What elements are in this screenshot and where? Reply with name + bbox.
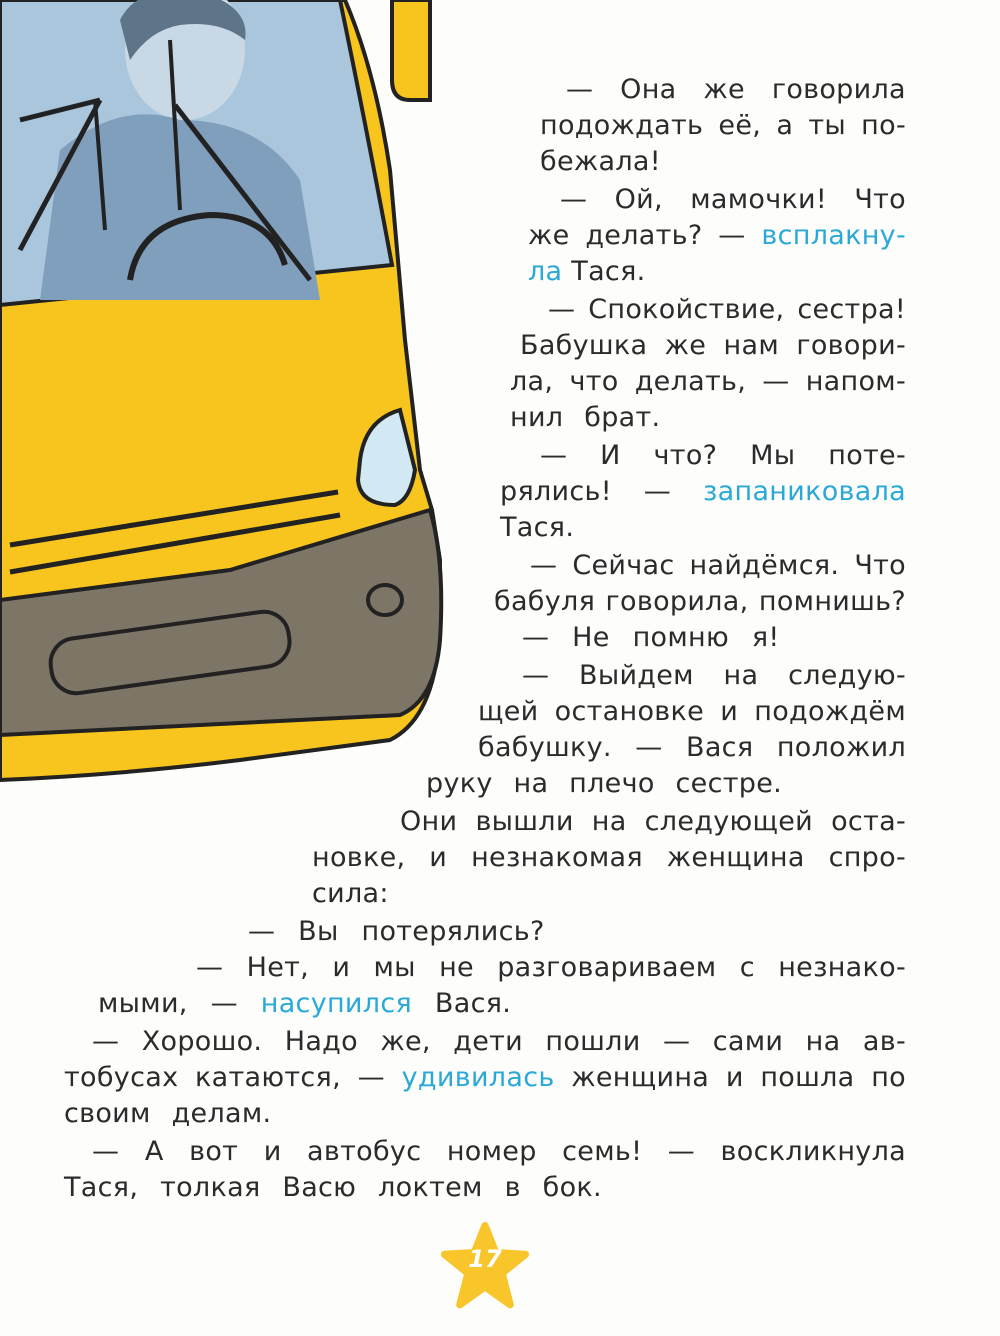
text-span: рялись! — <box>500 476 703 507</box>
text-line-11: — И что? Мы поте- <box>540 440 906 471</box>
text-line-5 <box>528 218 906 254</box>
bus-mirror <box>392 0 430 100</box>
text-span: женщина и пошла по <box>554 1062 906 1093</box>
text-line-31: Тася, толкая Васю локтем в бок. <box>64 1172 602 1203</box>
text-line-16: — Не помню я! <box>522 622 780 653</box>
text-line-7: — Спокойствие, сестра! <box>548 294 906 325</box>
text-line-2: подождать её, а ты по- <box>540 110 906 141</box>
text-line-26 <box>98 986 511 1022</box>
text-line-1: — Она же говорила <box>566 74 906 105</box>
text-line-15: бабуля говорила, помнишь? <box>494 586 906 617</box>
highlighted-word: удивилась <box>401 1062 555 1093</box>
text-line-3: бежала! <box>540 146 661 177</box>
text-line-9: ла, что делать, — напом- <box>510 366 906 397</box>
text-line-13: Тася. <box>500 512 575 543</box>
text-line-8: Бабушка же нам говори- <box>520 330 906 361</box>
text-line-20: руку на плечо сестре. <box>426 768 783 799</box>
text-line-27: — Хорошо. Надо же, дети пошли — сами на ав- <box>92 1026 906 1057</box>
text-span: мыми, — <box>98 988 261 1019</box>
text-line-6 <box>528 254 646 290</box>
text-line-4: — Ой, мамочки! Что <box>560 184 906 215</box>
text-line-29: своим делам. <box>64 1098 272 1129</box>
text-line-10: нил брат. <box>510 402 661 433</box>
text-line-28 <box>64 1060 906 1096</box>
text-line-17: — Выйдем на следую- <box>522 660 906 691</box>
text-span: Вася. <box>412 988 512 1019</box>
highlighted-word: запаниковала <box>703 476 906 507</box>
text-span: же делать? — <box>528 220 762 251</box>
text-line-21: Они вышли на следующей оста- <box>400 806 906 837</box>
text-span: тобусах катаются, — <box>64 1062 402 1093</box>
text-line-23: сила: <box>312 878 389 909</box>
text-line-19: бабушку. — Вася положил <box>478 732 906 763</box>
text-line-30: — А вот и автобус номер семь! — воскликнула <box>92 1136 906 1167</box>
highlighted-word: ла <box>528 256 563 287</box>
highlighted-word: насупился <box>260 988 413 1019</box>
text-line-18: щей остановке и подождём <box>478 696 906 727</box>
bus-illustration <box>0 0 460 790</box>
text-line-22: новке, и незнакомая женщина спро- <box>312 842 906 873</box>
highlighted-word: всплакну- <box>761 220 906 251</box>
text-line-25: — Нет, и мы не разговариваем с незнако- <box>196 952 906 983</box>
text-line-24: — Вы потерялись? <box>248 916 545 947</box>
text-line-14: — Сейчас найдёмся. Что <box>530 550 906 581</box>
text-line-12 <box>500 474 906 510</box>
text-span: Тася. <box>562 256 646 287</box>
page-number: 17 <box>468 1245 502 1273</box>
